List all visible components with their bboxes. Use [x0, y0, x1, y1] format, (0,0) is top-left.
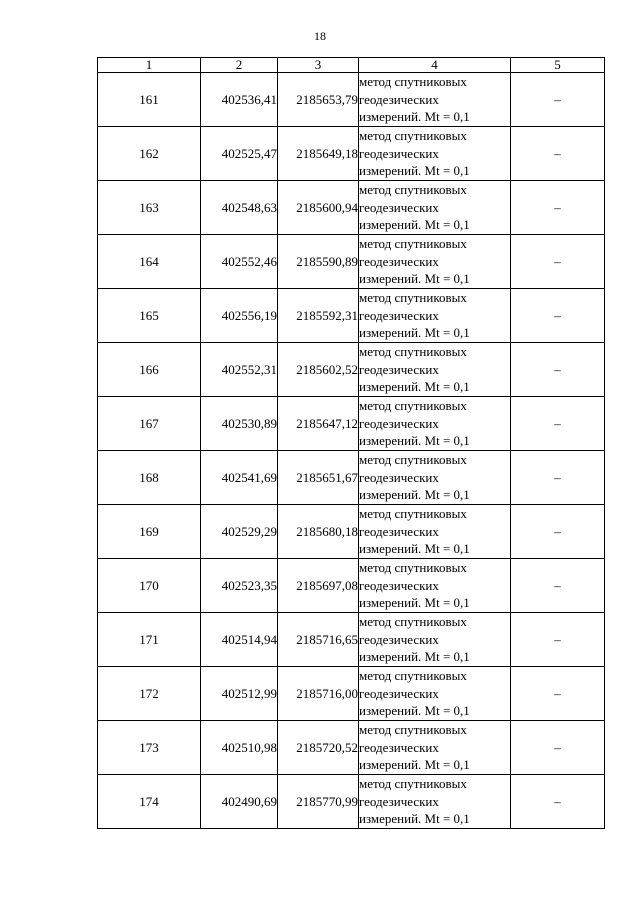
method-line: метод спутниковых [359, 344, 467, 360]
point-number-cell: 161 [98, 73, 201, 127]
column-header-3: 3 [278, 58, 359, 73]
table-row [98, 559, 605, 613]
method-line: геодезических [359, 523, 439, 539]
method-line: измерений. Mt = 0,1 [359, 487, 470, 503]
y-coordinate-cell: 2185649,18 [278, 127, 359, 181]
x-coordinate-cell: 402552,31 [201, 343, 278, 397]
method-line: измерений. Mt = 0,1 [359, 109, 470, 125]
x-coordinate-cell: 402530,89 [201, 397, 278, 451]
method-line: измерений. Mt = 0,1 [359, 433, 470, 449]
method-line: геодезических [359, 307, 439, 323]
method-line: метод спутниковых [359, 128, 467, 144]
x-coordinate-cell: 402556,19 [201, 289, 278, 343]
y-coordinate-cell: 2185651,67 [278, 451, 359, 505]
y-coordinate-cell: 2185716,65 [278, 613, 359, 667]
table-header [98, 58, 605, 73]
table-body [98, 73, 605, 829]
method-line: метод спутниковых [359, 452, 467, 468]
x-coordinate-cell: 402541,69 [201, 451, 278, 505]
note-cell: – [511, 775, 605, 829]
y-coordinate-cell: 2185602,52 [278, 343, 359, 397]
method-line: метод спутниковых [359, 614, 467, 630]
method-line: метод спутниковых [359, 74, 467, 90]
point-number-cell: 170 [98, 559, 201, 613]
table-row [98, 73, 605, 127]
y-coordinate-cell: 2185653,79 [278, 73, 359, 127]
method-line: геодезических [359, 577, 439, 593]
method-line: геодезических [359, 415, 439, 431]
note-cell: – [511, 397, 605, 451]
page-number: 18 [314, 29, 326, 43]
y-coordinate-cell: 2185716,00 [278, 667, 359, 721]
table-row [98, 181, 605, 235]
method-line: метод спутниковых [359, 236, 467, 252]
method-line: геодезических [359, 631, 439, 647]
method-cell [359, 559, 511, 613]
point-number-cell: 163 [98, 181, 201, 235]
method-line: геодезических [359, 361, 439, 377]
method-cell [359, 451, 511, 505]
point-number-cell: 167 [98, 397, 201, 451]
x-coordinate-cell: 402536,41 [201, 73, 278, 127]
y-coordinate-cell: 2185720,52 [278, 721, 359, 775]
x-coordinate-cell: 402490,69 [201, 775, 278, 829]
table-row [98, 397, 605, 451]
point-number-cell: 173 [98, 721, 201, 775]
point-number-cell: 168 [98, 451, 201, 505]
note-cell: – [511, 343, 605, 397]
method-line: измерений. Mt = 0,1 [359, 271, 470, 287]
method-cell [359, 667, 511, 721]
method-line: метод спутниковых [359, 182, 467, 198]
method-cell [359, 343, 511, 397]
column-header-4: 4 [359, 58, 511, 73]
point-number-cell: 171 [98, 613, 201, 667]
note-cell: – [511, 289, 605, 343]
x-coordinate-cell: 402523,35 [201, 559, 278, 613]
method-cell [359, 613, 511, 667]
y-coordinate-cell: 2185680,18 [278, 505, 359, 559]
coordinates-table [97, 57, 605, 829]
y-coordinate-cell: 2185592,31 [278, 289, 359, 343]
note-cell: – [511, 451, 605, 505]
method-cell [359, 289, 511, 343]
column-header-2: 2 [201, 58, 278, 73]
x-coordinate-cell: 402512,99 [201, 667, 278, 721]
method-line: метод спутниковых [359, 722, 467, 738]
table-row [98, 127, 605, 181]
method-line: измерений. Mt = 0,1 [359, 811, 470, 827]
y-coordinate-cell: 2185697,08 [278, 559, 359, 613]
method-line: геодезических [359, 469, 439, 485]
y-coordinate-cell: 2185770,99 [278, 775, 359, 829]
y-coordinate-cell: 2185600,94 [278, 181, 359, 235]
method-cell [359, 181, 511, 235]
method-line: геодезических [359, 199, 439, 215]
point-number-cell: 174 [98, 775, 201, 829]
method-cell [359, 775, 511, 829]
table-row [98, 721, 605, 775]
table-row [98, 667, 605, 721]
table-row [98, 505, 605, 559]
table-row [98, 289, 605, 343]
note-cell: – [511, 181, 605, 235]
method-line: метод спутниковых [359, 290, 467, 306]
point-number-cell: 172 [98, 667, 201, 721]
method-line: геодезических [359, 793, 439, 809]
table-row [98, 775, 605, 829]
method-line: геодезических [359, 739, 439, 755]
method-line: геодезических [359, 91, 439, 107]
method-line: измерений. Mt = 0,1 [359, 217, 470, 233]
note-cell: – [511, 721, 605, 775]
header-row [98, 58, 605, 73]
method-cell [359, 505, 511, 559]
point-number-cell: 162 [98, 127, 201, 181]
note-cell: – [511, 127, 605, 181]
note-cell: – [511, 559, 605, 613]
method-cell [359, 721, 511, 775]
y-coordinate-cell: 2185590,89 [278, 235, 359, 289]
x-coordinate-cell: 402552,46 [201, 235, 278, 289]
method-line: метод спутниковых [359, 506, 467, 522]
method-line: измерений. Mt = 0,1 [359, 325, 470, 341]
table-row [98, 451, 605, 505]
method-line: геодезических [359, 145, 439, 161]
x-coordinate-cell: 402525,47 [201, 127, 278, 181]
method-line: измерений. Mt = 0,1 [359, 163, 470, 179]
method-line: измерений. Mt = 0,1 [359, 541, 470, 557]
point-number-cell: 165 [98, 289, 201, 343]
x-coordinate-cell: 402514,94 [201, 613, 278, 667]
note-cell: – [511, 73, 605, 127]
table-row [98, 613, 605, 667]
method-line: метод спутниковых [359, 776, 467, 792]
note-cell: – [511, 667, 605, 721]
note-cell: – [511, 505, 605, 559]
method-line: измерений. Mt = 0,1 [359, 379, 470, 395]
x-coordinate-cell: 402529,29 [201, 505, 278, 559]
note-cell: – [511, 235, 605, 289]
method-line: измерений. Mt = 0,1 [359, 757, 470, 773]
column-header-1: 1 [98, 58, 201, 73]
table-row [98, 235, 605, 289]
method-line: метод спутниковых [359, 560, 467, 576]
method-line: измерений. Mt = 0,1 [359, 595, 470, 611]
y-coordinate-cell: 2185647,12 [278, 397, 359, 451]
point-number-cell: 166 [98, 343, 201, 397]
method-cell [359, 397, 511, 451]
method-line: геодезических [359, 253, 439, 269]
method-cell [359, 235, 511, 289]
x-coordinate-cell: 402548,63 [201, 181, 278, 235]
point-number-cell: 164 [98, 235, 201, 289]
method-line: метод спутниковых [359, 398, 467, 414]
method-cell [359, 73, 511, 127]
table-row [98, 343, 605, 397]
x-coordinate-cell: 402510,98 [201, 721, 278, 775]
method-line: геодезических [359, 685, 439, 701]
note-cell: – [511, 613, 605, 667]
column-header-5: 5 [511, 58, 605, 73]
method-line: измерений. Mt = 0,1 [359, 649, 470, 665]
method-line: измерений. Mt = 0,1 [359, 703, 470, 719]
point-number-cell: 169 [98, 505, 201, 559]
method-line: метод спутниковых [359, 668, 467, 684]
method-cell [359, 127, 511, 181]
